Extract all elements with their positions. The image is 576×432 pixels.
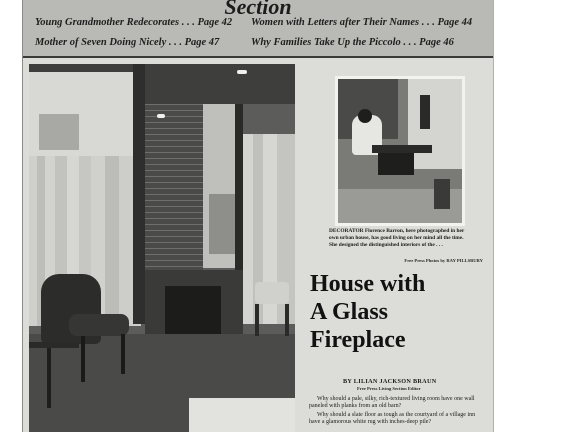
headline-line: A Glass [310, 299, 389, 325]
toc-entry: Mother of Seven Doing Nicely . . . Page 47 [35, 37, 220, 48]
fireplace-room-photo [29, 64, 295, 432]
headline-line: Fireplace [310, 327, 406, 353]
article-paragraph: Why should a pale, silky, rich-textured living room have one wall paneled with planks from an old barn? [309, 396, 475, 410]
toc-entry: Women with Letters after Their Names . . . Page 44 [251, 17, 473, 28]
divider-rule [23, 56, 493, 58]
article-headline [310, 270, 480, 354]
byline: BY LILIAN JACKSON BRAUN [343, 378, 437, 385]
byline-title: Free Press Living Section Editor [357, 386, 421, 391]
article-paragraph: Why should a slate floor as tough as the courtyard of a village inn have a glamorous white rug with inches-deep pile? [309, 412, 476, 426]
toc-entry: Young Grandmother Redecorates . . . Page 42 [35, 17, 233, 28]
photo-caption: DECORATOR Florence Barron, here photographed in her own urban house, has good living on her mind all the time. She designed the distinguished interiors of the . . . [329, 228, 465, 248]
section-title: Section [224, 0, 292, 19]
table-of-contents-band [23, 0, 493, 56]
photo-credit: Free Press Photos by RAY PILLSBURY [404, 258, 483, 263]
toc-entry: Why Families Take Up the Piccolo . . . Page 46 [251, 37, 454, 48]
headline-line: House with [310, 271, 426, 297]
decorator-portrait-photo [335, 76, 465, 226]
newspaper-clipping [22, 0, 494, 432]
